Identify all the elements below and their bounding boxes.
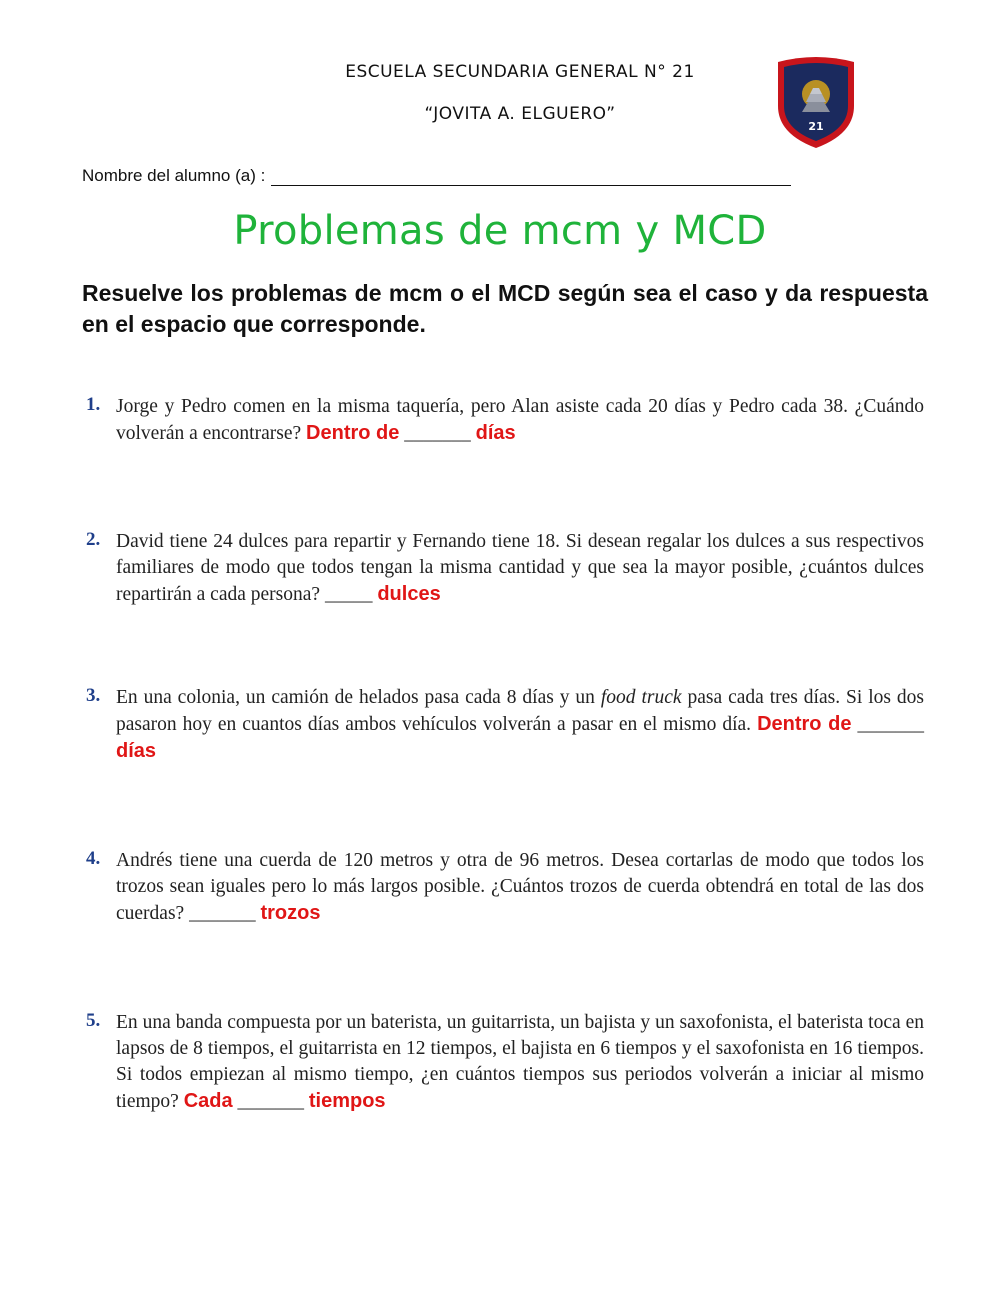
problem-1 [82,394,924,447]
answer-prefix: Dentro de [757,713,852,735]
problem-text: Andrés tiene una cuerda de 120 metros y otra de 96 metros. Desea cortarlas de modo que todos los trozos sean iguales pero lo más largos posible. ¿Cuántos trozos de cuerda obtendrá en total de las dos cuerdas? [116,850,924,924]
school-subtitle: “JOVITA A. ELGUERO” [424,104,616,124]
student-name-line[interactable] [271,167,791,186]
problem-4 [82,848,924,927]
problem-text: Jorge y Pedro comen en la misma taquería, pero Alan asiste cada 20 días y Pedro cada 38. ¿Cuándo volverán a encontrarse? [116,396,924,444]
student-name-label: Nombre del alumno (a) : [82,166,266,185]
problem-number: 4. [86,848,101,869]
answer-blank[interactable]: _____ [324,584,373,605]
answer-blank[interactable]: _______ [237,1091,304,1112]
answer-unit: tiempos [308,1090,386,1112]
problem-text: En una banda compuesta por un baterista, un guitarrista, un bajista y un saxofonista, el baterista toca en lapsos de 8 tiempos, el guitarrista en 12 tiempos, el bajista en 6 tiempos y el saxofonista en 16 tiempos. Si todos empiezan al mismo tiempo, ¿en cuántos tiempos sus periodos volverán a iniciar al mismo tiempo? [116,1012,924,1112]
problem-text: En una colonia, un camión de helados pasa cada 8 días y un [116,687,595,708]
problem-2 [82,529,924,608]
problem-number: 3. [86,685,101,706]
school-name: ESCUELA SECUNDARIA GENERAL N° 21 [345,62,695,82]
problem-5 [82,1010,924,1115]
instructions: Resuelve los problemas de mcm o el MCD según sea el caso y da respuesta en el espacio que corresponde. [82,280,928,337]
problem-text-italic: food truck [600,687,682,708]
logo-number: 21 [808,120,824,133]
problem-number: 1. [86,394,101,415]
problem-text: David tiene 24 dulces para repartir y Fernando tiene 18. Si desean regalar los dulces a sus respectivos familiares de modo que todos tengan la misma cantidad y que sea la mayor posible, ¿cuántos dulces repartirán a cada persona? [116,531,924,605]
problem-3 [82,685,924,765]
answer-unit: dulces [377,583,441,605]
answer-blank[interactable]: _______ [857,714,925,735]
answer-unit: trozos [260,902,321,924]
problem-number: 2. [86,529,101,550]
problem-number: 5. [86,1010,101,1031]
problem-text: pasa cada tres días. Si los dos pasaron hoy en cuantos días ambos vehículos volverán a pasar en el mismo día. [116,687,924,735]
student-name-row [82,166,791,186]
answer-blank[interactable]: _______ [404,423,471,444]
answer-prefix: Cada [183,1090,233,1112]
page-title: Problemas de mcm y MCD [233,208,767,254]
school-crest-logo [774,54,858,150]
answer-unit: días [116,740,157,762]
answer-unit: días [475,422,516,444]
answer-blank[interactable]: _______ [189,903,256,924]
answer-prefix: Dentro de [306,422,400,444]
